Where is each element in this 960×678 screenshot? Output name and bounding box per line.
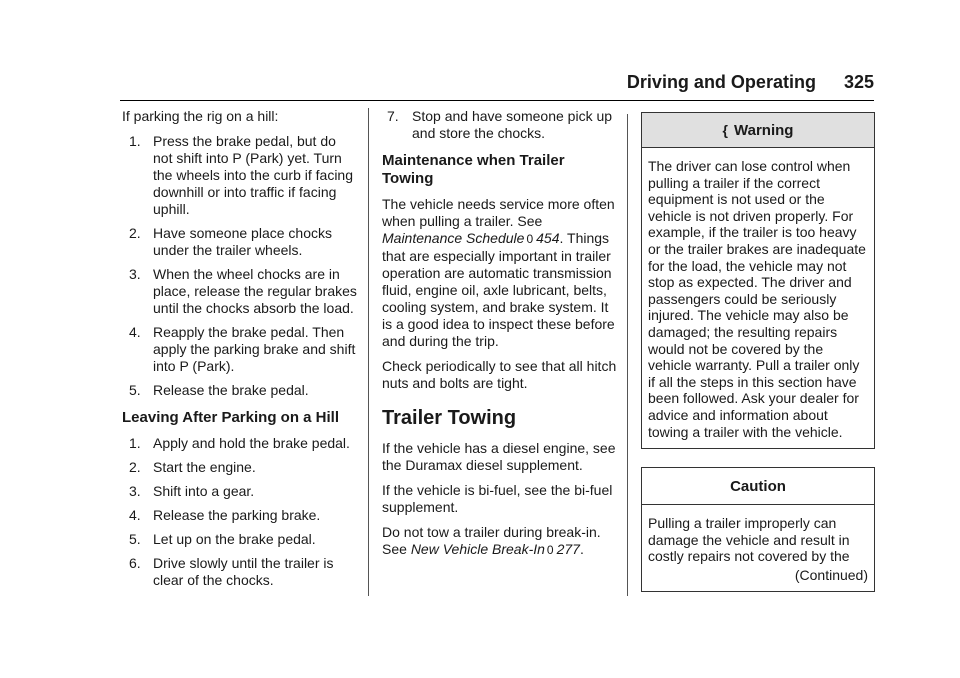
column-2 bbox=[382, 108, 618, 567]
page-number: 325 bbox=[843, 72, 874, 92]
bifuel-paragraph: If the vehicle is bi-fuel, see the bi-fuel supplement. bbox=[382, 482, 613, 515]
caution-title: Caution bbox=[642, 468, 874, 505]
caution-text: Pulling a trailer improperly can damage the vehicle and result in costly repairs not covered by the bbox=[648, 515, 850, 565]
warning-icon: { bbox=[722, 121, 728, 138]
column-1 bbox=[122, 108, 358, 596]
column-divider-2 bbox=[627, 114, 628, 596]
maintenance-paragraph: The vehicle needs service more often when pulling a trailer. See Maintenance Schedule 0 454. Things that are especially important in trailer operation are automatic transmission fluid, engine oil, axle lubricant, belts, cooling system, and brake system. It is a good idea to inspect these before and during the trip. bbox=[382, 196, 615, 349]
leaving-step: 5. Let up on the brake pedal. bbox=[129, 531, 316, 547]
leaving-step: 6. Drive slowly until the trailer is clear of the chocks. bbox=[129, 555, 334, 588]
maintenance-heading: Maintenance when Trailer Towing bbox=[382, 152, 565, 187]
break-in-paragraph: Do not tow a trailer during break-in. See New Vehicle Break-In 0 277. bbox=[382, 524, 601, 557]
leaving-step: 3. Shift into a gear. bbox=[129, 483, 255, 499]
parking-step: 7. Stop and have someone pick up and store the chocks. bbox=[387, 108, 613, 141]
break-in-link[interactable]: New Vehicle Break-In bbox=[410, 541, 545, 557]
continued-label: (Continued) bbox=[794, 566, 868, 583]
maintenance-page-ref[interactable]: 454 bbox=[536, 230, 560, 246]
parking-step: 4. Reapply the brake pedal. Then apply the parking brake and shift into P (Park). bbox=[129, 324, 356, 374]
warning-body: The driver can lose control when pulling a trailer if the correct equipment is not used or the vehicle is not driven properly. For example, if the trailer is too heavy or the trailer brakes are inadequate for the load, the vehicle may not stop as expected. The driver and passengers could be seriously injured. The vehicle may also be damaged; the resulting repairs would not be covered by the vehicle warranty. Pull a trailer only if all the steps in this section have been followed. Ask your dealer for advice and information about towing a trailer with the vehicle. bbox=[648, 158, 866, 440]
trailer-towing-heading: Trailer Towing bbox=[382, 407, 517, 429]
warning-title-bar bbox=[642, 113, 874, 148]
parking-step: 3. When the wheel chocks are in place, release the regular brakes until the chocks absorb the load. bbox=[129, 266, 357, 316]
hitch-check-paragraph: Check periodically to see that all hitch nuts and bolts are tight. bbox=[382, 358, 617, 391]
parking-step: 1. Press the brake pedal, but do not shift into P (Park) yet. Turn the wheels into the curb if facing downhill or into traffic if facing uphill. bbox=[129, 133, 354, 217]
caution-body bbox=[642, 505, 874, 591]
warning-box bbox=[641, 112, 875, 449]
leaving-step: 2. Start the engine. bbox=[129, 459, 256, 475]
caution-box bbox=[641, 467, 875, 592]
parking-steps-continued bbox=[382, 108, 618, 142]
break-in-page-ref[interactable]: 277 bbox=[556, 541, 580, 557]
leaving-steps bbox=[122, 435, 358, 589]
leaving-step: 1. Apply and hold the brake pedal. bbox=[129, 435, 350, 451]
parking-steps bbox=[122, 133, 358, 399]
parking-step: 2. Have someone place chocks under the trailer wheels. bbox=[129, 225, 332, 258]
diesel-paragraph: If the vehicle has a diesel engine, see the Duramax diesel supplement. bbox=[382, 440, 616, 473]
page-header bbox=[627, 72, 874, 93]
header-rule bbox=[120, 100, 874, 101]
parking-intro: If parking the rig on a hill: bbox=[122, 108, 279, 124]
leaving-step: 4. Release the parking brake. bbox=[129, 507, 321, 523]
page-ref-icon: 0 bbox=[526, 232, 534, 246]
column-3 bbox=[641, 112, 875, 592]
page-ref-icon: 0 bbox=[546, 543, 554, 557]
leaving-heading: Leaving After Parking on a Hill bbox=[122, 409, 339, 426]
parking-step: 5. Release the brake pedal. bbox=[129, 382, 309, 398]
column-divider-1 bbox=[368, 108, 369, 596]
maintenance-schedule-link[interactable]: Maintenance Schedule bbox=[382, 230, 525, 246]
warning-title: Warning bbox=[734, 121, 794, 139]
section-title: Driving and Operating bbox=[626, 72, 816, 92]
